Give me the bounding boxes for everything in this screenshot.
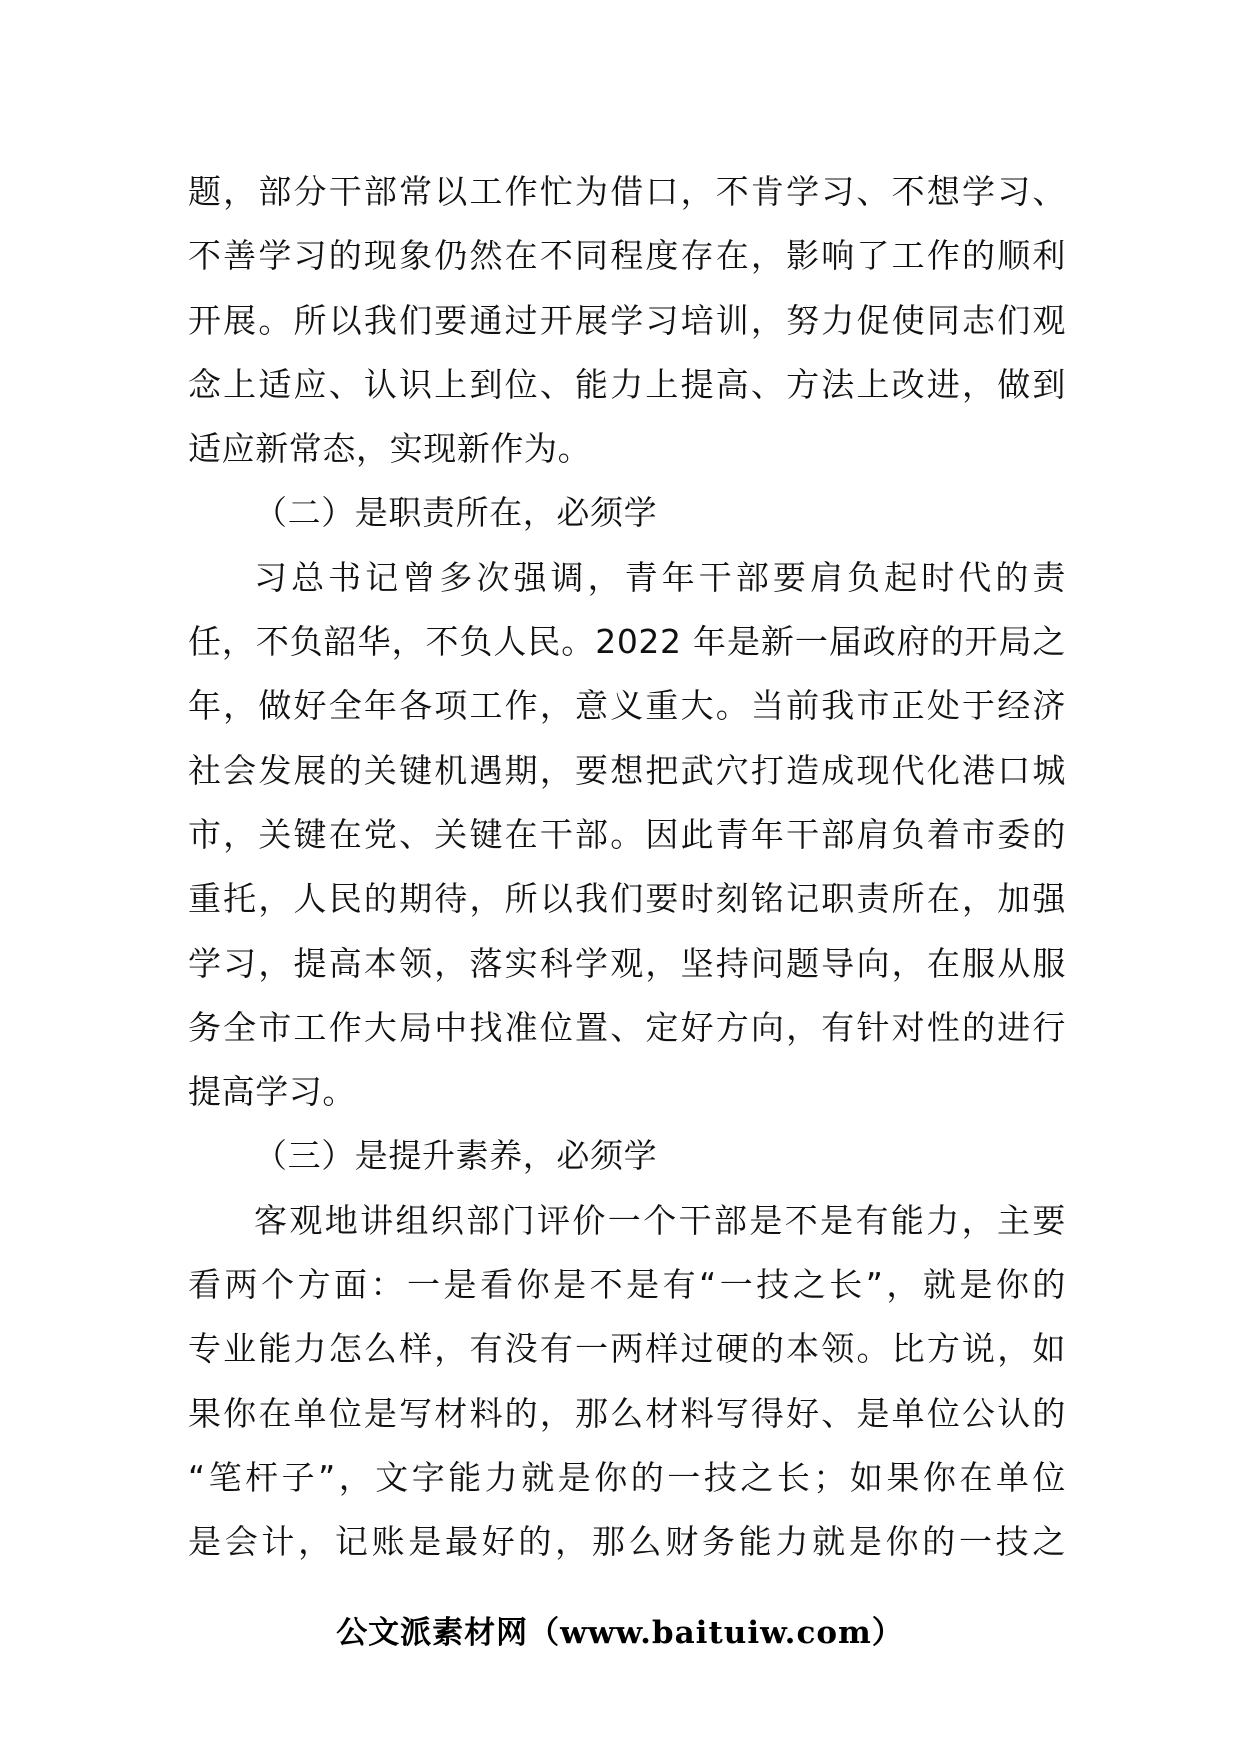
text-line: 任，不负韶华，不负人民。2022 年是新一届政府的开局之 [188, 622, 1066, 662]
text-line: 务全市工作大局中找准位置、定好方向，有针对性的进行 [188, 1007, 1066, 1047]
text-line: 年，做好全年各项工作，意义重大。当前我市正处于经济 [188, 686, 1066, 726]
text-line: 专业能力怎么样，有没有一两样过硬的本领。比方说，如 [188, 1329, 1066, 1369]
text-line: “笔杆子”，文字能力就是你的一技之长；如果你在单位 [188, 1457, 1066, 1497]
text-line: 念上适应、认识上到位、能力上提高、方法上改进，做到 [188, 364, 1066, 404]
text-line: 重托，人民的期待，所以我们要时刻铭记职责所在，加强 [188, 879, 1066, 919]
text-line: 市，关键在党、关键在干部。因此青年干部肩负着市委的 [188, 814, 1066, 854]
text-line: 社会发展的关键机遇期，要想把武穴打造成现代化港口城 [188, 750, 1066, 790]
section-heading: （二）是职责所在，必须学 [254, 493, 658, 533]
text-line: 适应新常态，实现新作为。 [188, 429, 592, 469]
text-line: 客观地讲组织部门评价一个干部是不是有能力，主要 [254, 1200, 1066, 1240]
text-line: 开展。所以我们要通过开展学习培训，努力促使同志们观 [188, 300, 1066, 340]
text-line: 看两个方面：一是看你是不是有“一技之长”，就是你的 [188, 1265, 1066, 1305]
text-line: 不善学习的现象仍然在不同程度存在，影响了工作的顺利 [188, 236, 1066, 276]
text-line: 提高学习。 [188, 1072, 356, 1112]
footer-watermark: 公文派素材网（www.baituiw.com） [336, 1615, 904, 1651]
text-line: 果你在单位是写材料的，那么材料写得好、是单位公认的 [188, 1393, 1066, 1433]
text-line: 题，部分干部常以工作忙为借口，不肯学习、不想学习、 [188, 172, 1066, 211]
text-line: 习总书记曾多次强调，青年干部要肩负起时代的责 [254, 557, 1066, 597]
text-line: 是会计，记账是最好的，那么财务能力就是你的一技之 [188, 1522, 1066, 1562]
section-heading: （三）是提升素养，必须学 [254, 1136, 658, 1176]
text-line: 学习，提高本领，落实科学观，坚持问题导向，在服从服 [188, 943, 1066, 983]
document-body [188, 160, 1066, 1575]
